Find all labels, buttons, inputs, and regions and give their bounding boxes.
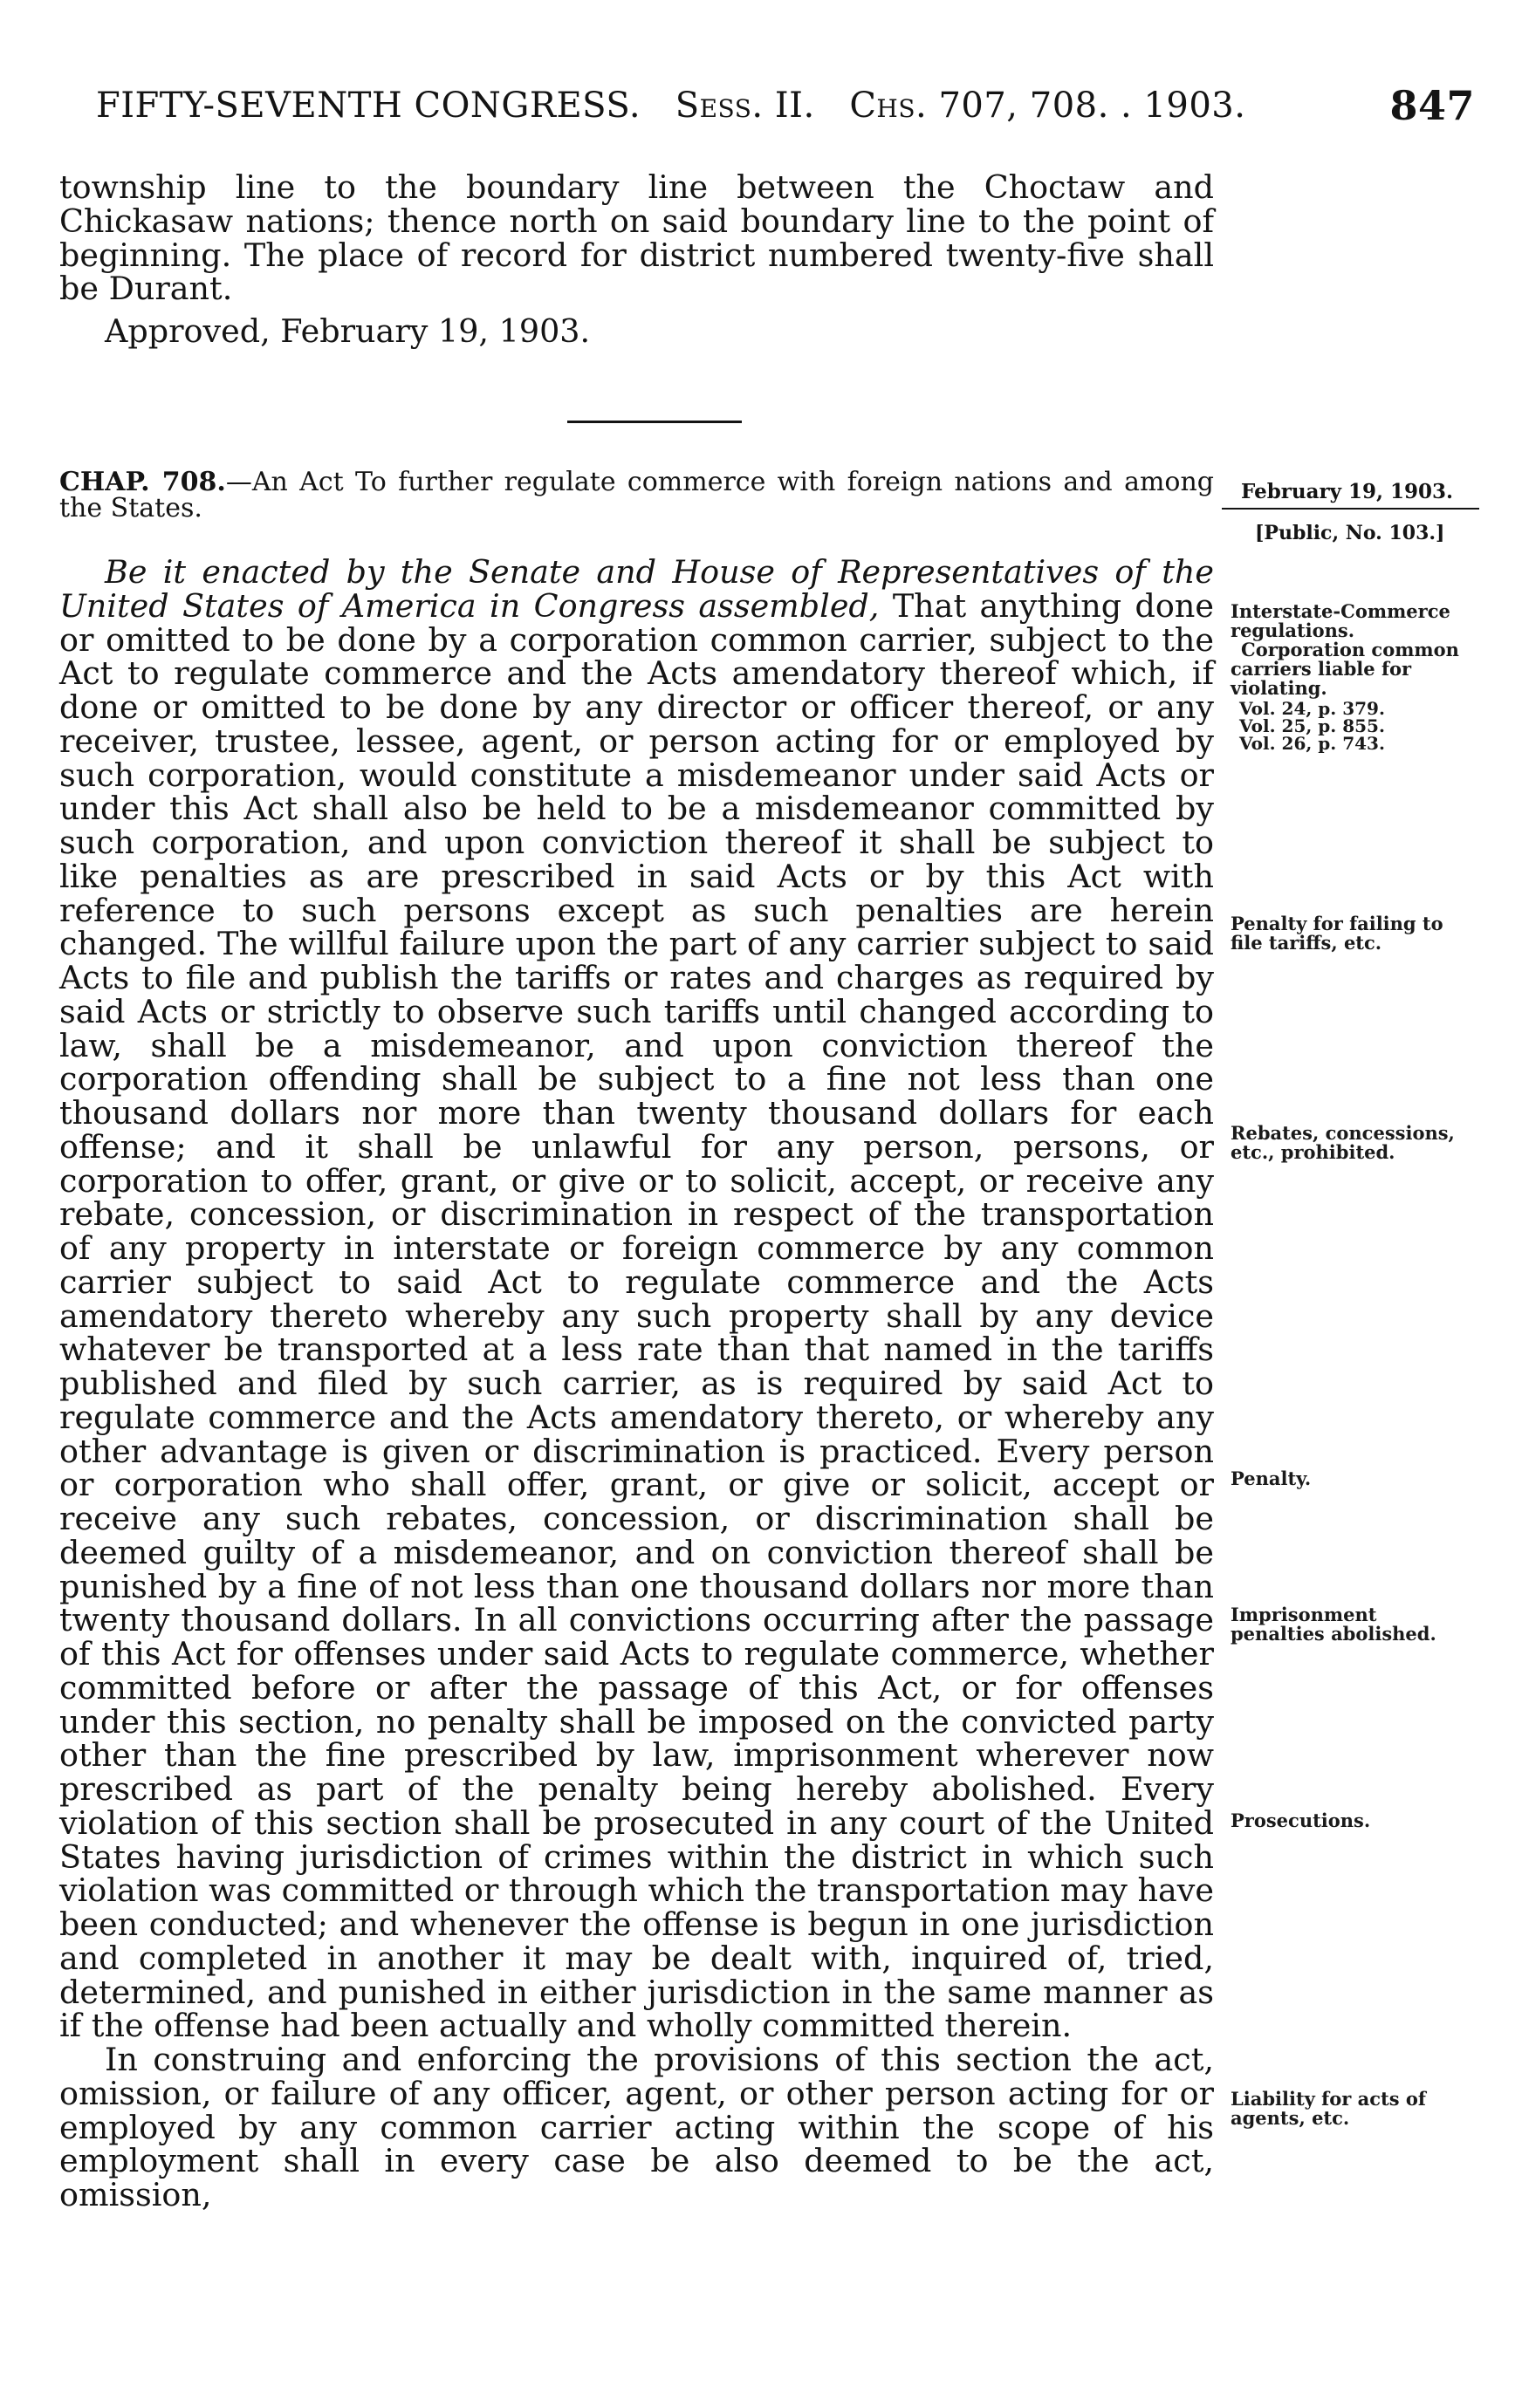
continuation-block (59, 168, 1214, 350)
margin-note-imprisonment: Imprisonment penalties abolished. (1231, 1604, 1436, 1645)
date-rule (1222, 508, 1479, 510)
note-corporation: Corporation common carriers liable for violating. (1231, 639, 1459, 699)
margin-note-rebates: Rebates, concessions, etc., prohibited. (1231, 1122, 1455, 1163)
page-number: 847 (1389, 82, 1475, 129)
margin-note-prosecutions: Prosecutions. (1231, 1809, 1371, 1831)
margin-note-interstate (1231, 602, 1466, 752)
header-chapters: Chs. 707, 708. . 1903. (849, 86, 1246, 126)
continuation-text: township line to the boundary line between the Choctaw and Chickasaw nations; thence north on said boundary line to the point of beginning. The place of record for district numbered twenty-five shall be Durant. (59, 168, 1214, 308)
ref-vol-24: Vol. 24, p. 379. (1239, 698, 1385, 719)
chapter-label: CHAP. 708. (59, 467, 226, 497)
margin-note-penalty-tariffs: Penalty for failing to file tariffs, etc. (1231, 913, 1443, 954)
public-law-number: [Public, No. 103.] (1255, 522, 1445, 544)
margin-note-liability: Liability for acts of agents, etc. (1231, 2088, 1426, 2129)
note-interstate: Interstate-Commerce regulations. (1231, 600, 1450, 641)
act-paragraph-1 (59, 553, 1215, 2045)
chapter-heading (59, 469, 1214, 522)
ref-vol-26: Vol. 26, p. 743. (1239, 733, 1385, 754)
header-title (96, 86, 1245, 126)
header-congress: FIFTY-SEVENTH CONGRESS. (96, 86, 641, 126)
running-header (70, 82, 1475, 134)
section-divider (567, 421, 742, 423)
header-session: Sess. II. (675, 86, 815, 126)
enactment-date: February 19, 1903. (1241, 480, 1454, 503)
approved-line: Approved, February 19, 1903. (105, 312, 591, 350)
act-text-1: That anything done or omitted to be done by a corporation common carrier, subject to the Act to regulate commerce and the Acts amendatory thereof which, if done or omitted to be done by any director or officer thereof, or any receiver, trustee, lessee, agent, or person acting for or employed by such corporation, would constitute a misdemeanor under said Acts or under this Act shall also be held to be a misdemeanor committed by such corporation, and upon conviction thereof it shall be subject to like penalties as are prescribed in said Acts or by this Act with reference to such persons except as such penalties are herein changed. The willful failure upon the part of any carrier subject to said Acts to file and publish the tariffs or rates and charges as required by said Acts or strictly to observe such tariffs until changed according to law, shall be a misdemeanor, and upon conviction thereof the corporation offending shall be subject to a fine not less than one thousand dollars nor more than twenty thousand dollars for each offense; and it shall be unlawful for any person, persons, or corporation to offer, grant, or give or to solicit, accept, or receive any rebate, concession, or discrimination in respect of the transportation of any property in interstate or foreign commerce by any common carrier subject to said Act to regulate commerce and the Acts amendatory thereto whereby any such property shall by any device whatever be transported at a less rate than that named in the tariffs published and filed by such carrier, as is required by said Act to regulate commerce and the Acts amendatory thereto, or whereby any other advantage is given or discrimination is practiced. Every person or corporation who shall offer, grant, or give or solicit, accept or receive any such rebates, concession, or discrimination shall be deemed guilty of a misdemeanor, and on conviction thereof shall be punished by a fine of not less than one thousand dollars nor more than twenty thousand dollars. In all convictions occurring after the passage of this Act for offenses under said Acts to regulate commerce, whether committed before or after the passage of this Act, or for offenses under this section, no penalty shall be imposed on the convicted party other than the fine prescribed by law, imprisonment wherever now prescribed as part of the penalty being hereby abolished. Every violation of this section shall be prosecuted in any court of the United States having jurisdiction of crimes within the district in which such violation was committed or through which the transportation may have been conducted; and whenever the offense is begun in one jurisdiction and completed in another it may be dealt with, inquired of, tried, determined, and punished in either jurisdiction in the same manner as if the offense had been actually and wholly committed therein. (59, 586, 1215, 2045)
act-paragraph-2: In construing and enforcing the provisions of this section the act, omission, or failure of any officer, agent, or other person acting for or employed by any common carrier acting within the scope of his employment shall in every case be also deemed to be the act, omission, (59, 2041, 1214, 2213)
ref-vol-25: Vol. 25, p. 855. (1239, 715, 1385, 736)
act-body (59, 553, 1215, 2213)
chapter-title: —An Act To further regulate commerce with foreign nations and among the States. (59, 467, 1215, 523)
enacting-clause: Be it enacted by the Senate and House of Representatives of the United States of America in Congress assembled, (59, 553, 1214, 625)
margin-note-penalty: Penalty. (1231, 1467, 1312, 1489)
